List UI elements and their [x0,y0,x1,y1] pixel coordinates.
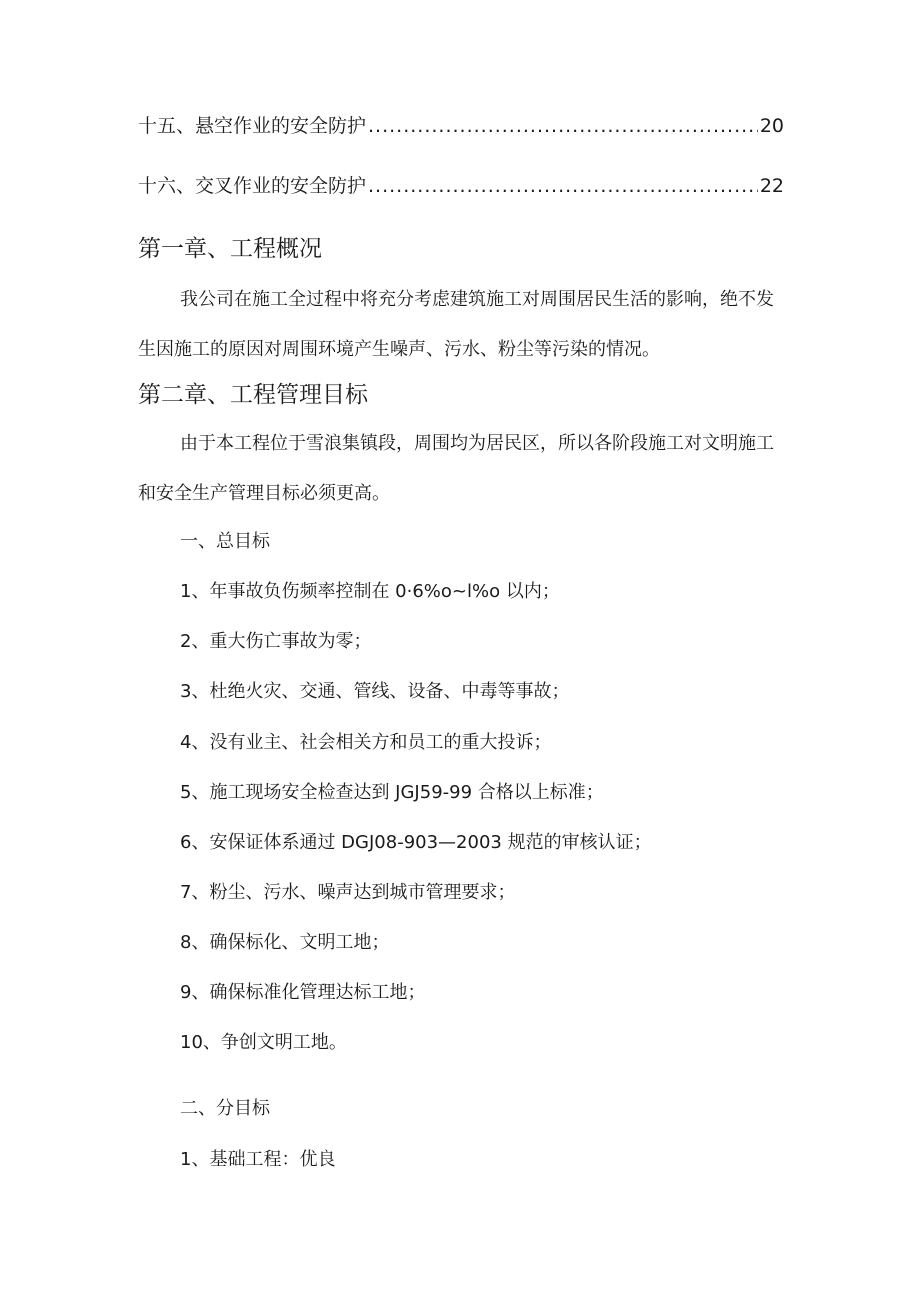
overall-goal-item: 5、施工现场安全检查达到 JGJ59-99 合格以上标准； [180,782,604,803]
chapter-1-paragraph-line-1: 我公司在施工全过程中将充分考虑建筑施工对周围居民生活的影响，绝不发 [180,289,774,310]
overall-goal-item: 3、杜绝火灾、交通、管线、设备、中毒等事故； [180,681,570,702]
overall-goal-item: 7、粉尘、污水、噪声达到城市管理要求； [180,882,516,903]
sub-goals-title: 二、分目标 [180,1098,270,1119]
overall-goal-item: 8、确保标化、文明工地； [180,932,390,953]
toc-leader-dots [368,174,758,198]
overall-goal-item: 1、年事故负伤频率控制在 0·6%o~l%o 以内； [180,581,560,602]
chapter-1-heading: 第一章、工程概况 [138,236,322,262]
overall-goal-item: 2、重大伤亡事故为零； [180,631,372,652]
toc-entry-page: 20 [759,115,784,137]
toc-entry-page: 22 [759,175,784,197]
chapter-2-heading: 第二章、工程管理目标 [138,382,368,408]
chapter-1-paragraph-line-2: 生因施工的原因对周围环境产生噪声、污水、粉尘等污染的情况。 [138,339,660,360]
chapter-2-paragraph-line-1: 由于本工程位于雪浪集镇段，周围均为居民区，所以各阶段施工对文明施工 [180,433,774,454]
overall-goals-title: 一、总目标 [180,531,270,552]
toc-entry-16[interactable] [138,174,784,198]
chapter-2-paragraph-line-2: 和安全生产管理目标必须更高。 [138,483,390,504]
toc-entry-title: 十五、悬空作业的安全防护 [138,115,367,137]
sub-goal-item: 1、基础工程：优良 [180,1149,336,1170]
overall-goal-item: 9、确保标准化管理达标工地； [180,982,426,1003]
toc-entry-15[interactable] [138,114,784,138]
toc-leader-dots [368,114,758,138]
overall-goal-item: 10、争创文明工地。 [180,1032,347,1053]
overall-goal-item: 6、安保证体系通过 DGJ08-903—2003 规范的审核认证； [180,832,652,853]
toc-entry-title: 十六、交叉作业的安全防护 [138,175,367,197]
overall-goal-item: 4、没有业主、社会相关方和员工的重大投诉； [180,732,552,753]
